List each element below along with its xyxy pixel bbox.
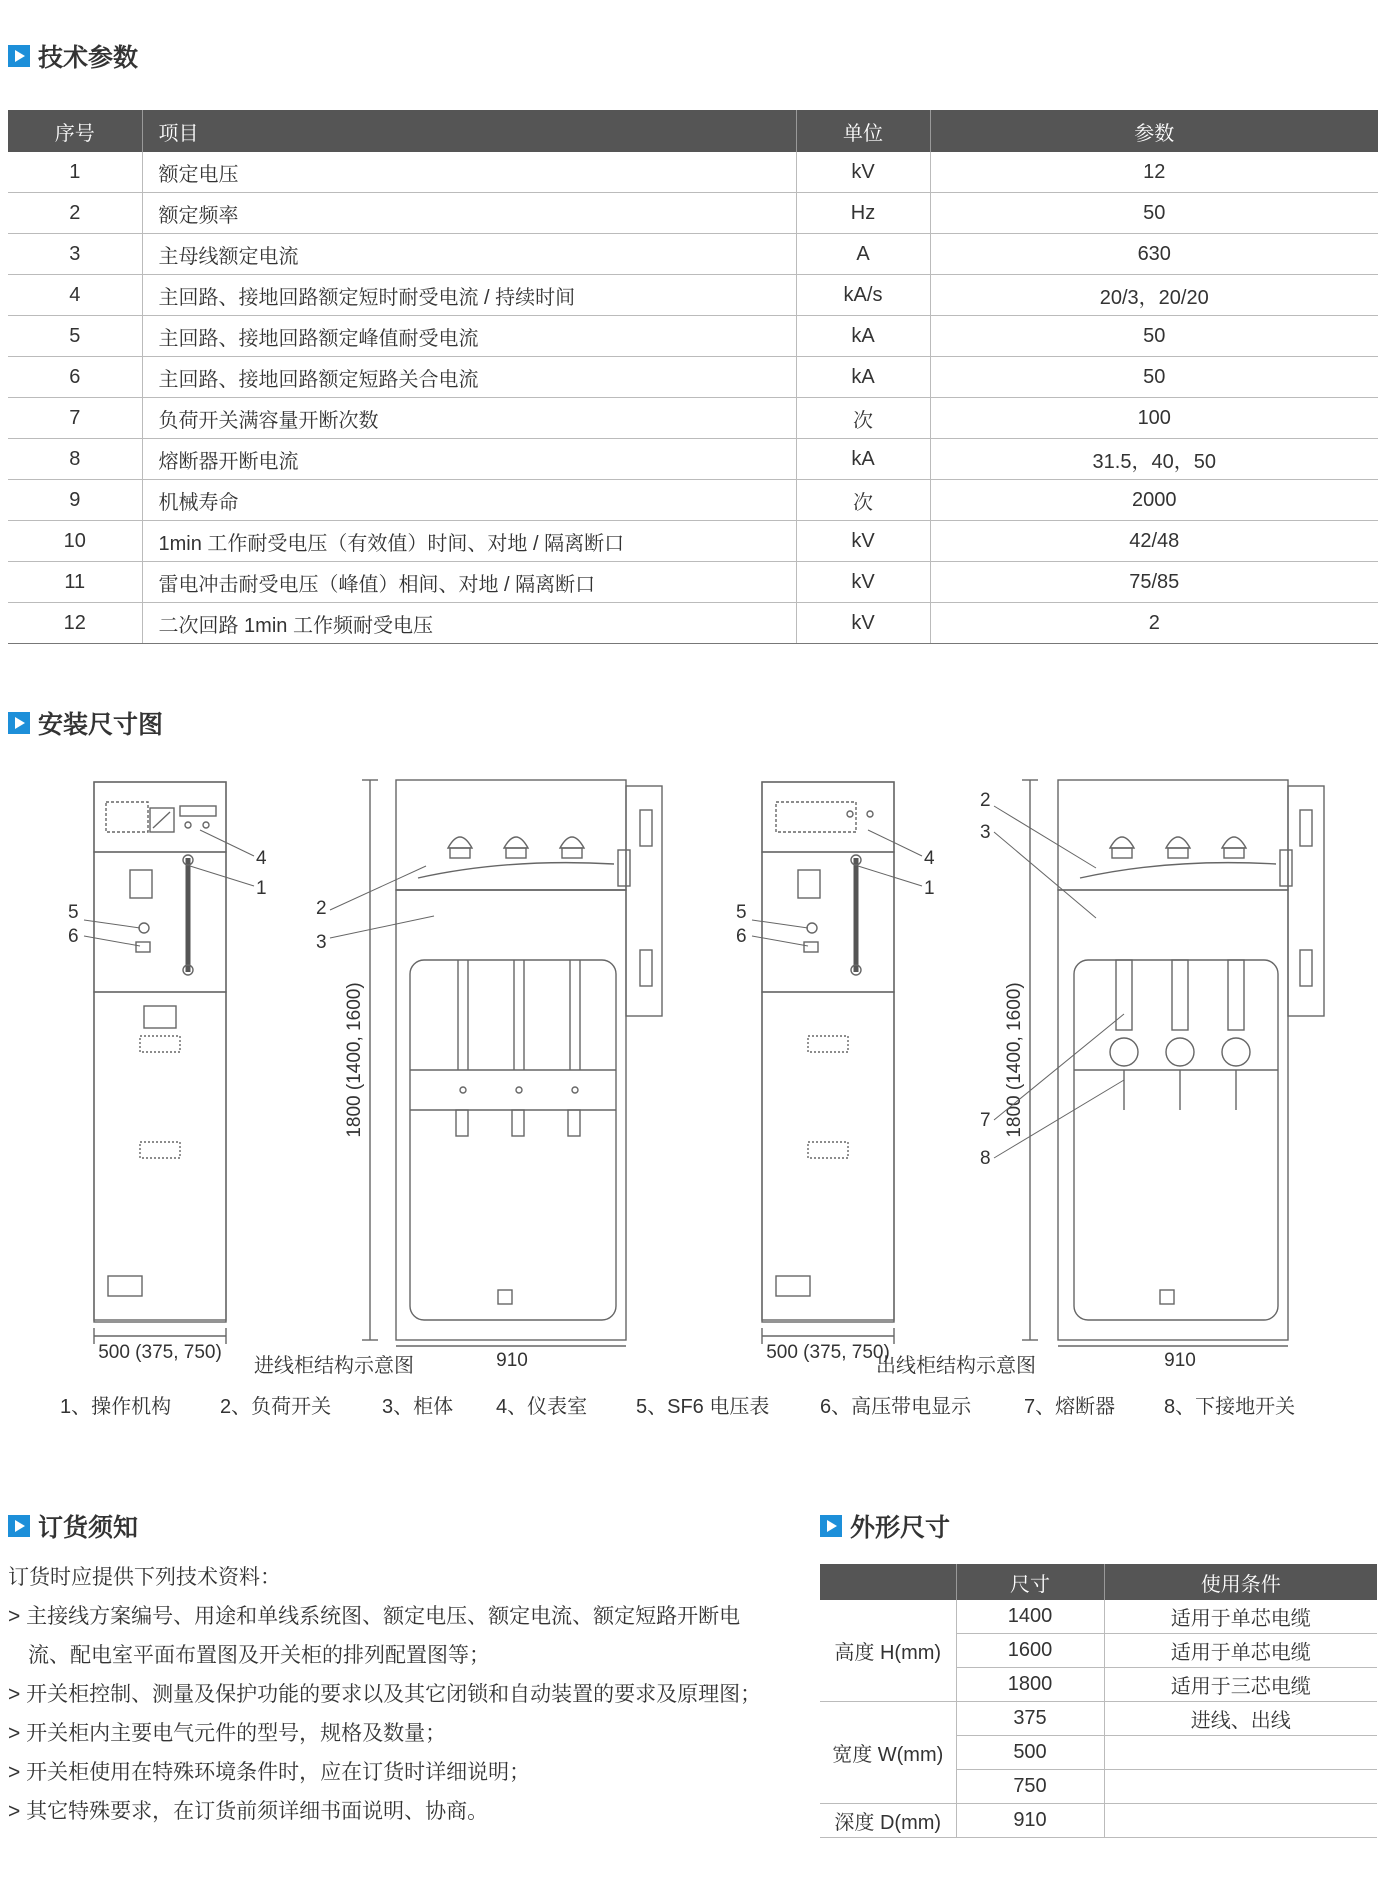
table-row (8, 398, 1378, 439)
col-header: 尺寸 (956, 1564, 1104, 1600)
table-row (820, 1600, 1377, 1634)
cell-size: 375 (956, 1702, 1104, 1736)
order-item-continued: 流、配电室平面布置图及开关柜的排列配置图等； (28, 1644, 490, 1667)
dim-width-small: 500 (375, 750) (98, 1342, 222, 1363)
order-intro: 订货时应提供下列技术资料： (8, 1566, 281, 1589)
cell-unit: kA (796, 316, 930, 357)
cell-value: 12 (930, 152, 1378, 193)
cell-item: 雷电冲击耐受电压（峰值）相间、对地 / 隔离断口 (142, 562, 796, 603)
label-number: 7 (980, 1110, 991, 1131)
section-title: 订货须知 (38, 1514, 139, 1542)
label-number: 2 (316, 898, 327, 919)
table-row (820, 1702, 1377, 1736)
cell-size: 500 (956, 1736, 1104, 1770)
table-row (8, 480, 1378, 521)
cell-condition: 适用于单芯电缆 (1104, 1600, 1377, 1634)
spec-table (8, 110, 1378, 644)
section-heading-dims (820, 1508, 950, 1544)
legend-item: 2、负荷开关 (220, 1396, 332, 1418)
section-heading-install (8, 705, 163, 741)
cell-unit: kV (796, 521, 930, 562)
cell-unit: kA (796, 357, 930, 398)
cell-size: 1400 (956, 1600, 1104, 1634)
outgoing-front-view (762, 782, 894, 1322)
cell-unit: 次 (796, 398, 930, 439)
cell-condition: 适用于三芯电缆 (1104, 1668, 1377, 1702)
dim-width-large-2: 910 (1164, 1350, 1196, 1371)
table-row (8, 521, 1378, 562)
cell-unit: kA (796, 439, 930, 480)
cell-index: 2 (8, 193, 142, 234)
cell-condition (1104, 1770, 1377, 1804)
cell-unit: A (796, 234, 930, 275)
col-header: 使用条件 (1104, 1564, 1377, 1600)
cell-size: 1600 (956, 1634, 1104, 1668)
cell-value: 50 (930, 316, 1378, 357)
col-header: 项目 (142, 110, 796, 152)
cell-index: 3 (8, 234, 142, 275)
outgoing-side-view (1058, 780, 1324, 1340)
cell-condition (1104, 1804, 1377, 1838)
cell-item: 主回路、接地回路额定短路关合电流 (142, 357, 796, 398)
cell-unit: kV (796, 603, 930, 644)
label-number: 6 (68, 926, 79, 947)
incoming-side-view (396, 780, 662, 1340)
legend-item: 3、柜体 (382, 1396, 454, 1418)
col-header (820, 1564, 956, 1600)
order-item: > 开关柜内主要电气元件的型号，规格及数量； (8, 1722, 447, 1745)
table-header-row (820, 1564, 1377, 1600)
cell-value: 2000 (930, 480, 1378, 521)
cell-index: 4 (8, 275, 142, 316)
cell-value: 31.5，40，50 (930, 439, 1378, 480)
label-number: 8 (980, 1148, 991, 1169)
order-item: > 开关柜控制、测量及保护功能的要求以及其它闭锁和自动装置的要求及原理图； (8, 1683, 762, 1706)
table-row (8, 234, 1378, 275)
cell-item: 二次回路 1min 工作频耐受电压 (142, 603, 796, 644)
label-number: 3 (316, 932, 327, 953)
legend-item: 5、SF6 电压表 (636, 1396, 770, 1418)
incoming-front-view (94, 782, 226, 1322)
cell-condition (1104, 1736, 1377, 1770)
label-number: 4 (256, 848, 267, 869)
cell-item: 额定频率 (142, 193, 796, 234)
cell-index: 9 (8, 480, 142, 521)
cell-size: 910 (956, 1804, 1104, 1838)
cell-unit: kV (796, 152, 930, 193)
caption-incoming: 进线柜结构示意图 (254, 1355, 414, 1377)
section-heading-tech (8, 38, 138, 74)
cell-index: 12 (8, 603, 142, 644)
cell-index: 8 (8, 439, 142, 480)
cell-index: 5 (8, 316, 142, 357)
cell-value: 100 (930, 398, 1378, 439)
play-triangle-icon (820, 1515, 842, 1537)
play-triangle-icon (8, 712, 30, 734)
table-row (8, 316, 1378, 357)
cell-item: 主母线额定电流 (142, 234, 796, 275)
cell-value: 50 (930, 193, 1378, 234)
label-number: 1 (924, 878, 935, 899)
cell-index: 7 (8, 398, 142, 439)
cell-unit: Hz (796, 193, 930, 234)
section-title: 技术参数 (38, 44, 139, 72)
label-number: 1 (256, 878, 267, 899)
section-title: 外形尺寸 (850, 1514, 951, 1542)
section-title: 安装尺寸图 (38, 711, 164, 739)
label-number: 5 (68, 902, 79, 923)
cell-unit: kV (796, 562, 930, 603)
cell-condition: 适用于单芯电缆 (1104, 1634, 1377, 1668)
legend-item: 8、下接地开关 (1164, 1396, 1296, 1418)
table-row (8, 603, 1378, 644)
cell-size: 1800 (956, 1668, 1104, 1702)
caption-outgoing: 出线柜结构示意图 (876, 1355, 1036, 1377)
order-item: > 开关柜使用在特殊环境条件时，应在订货时详细说明； (8, 1761, 531, 1784)
dimension-table (820, 1564, 1377, 1838)
label-number: 4 (924, 848, 935, 869)
table-row (820, 1804, 1377, 1838)
legend-item: 7、熔断器 (1024, 1396, 1116, 1418)
table-row (8, 152, 1378, 193)
dim-width-small-2: 500 (375, 750) (766, 1342, 890, 1363)
cell-item: 主回路、接地回路额定短时耐受电流 / 持续时间 (142, 275, 796, 316)
cell-unit: kA/s (796, 275, 930, 316)
table-row (8, 439, 1378, 480)
dim-height-2: 1800 (1400, 1600) (1004, 982, 1025, 1138)
cell-unit: 次 (796, 480, 930, 521)
cell-value: 75/85 (930, 562, 1378, 603)
table-row (8, 562, 1378, 603)
cell-value: 630 (930, 234, 1378, 275)
order-item: > 其它特殊要求，在订货前须详细书面说明、协商。 (8, 1800, 489, 1823)
cell-item: 熔断器开断电流 (142, 439, 796, 480)
table-header-row (8, 110, 1378, 152)
cell-item: 主回路、接地回路额定峰值耐受电流 (142, 316, 796, 357)
dimension-label: 高度 H(mm) (820, 1600, 956, 1702)
cell-value: 42/48 (930, 521, 1378, 562)
col-header: 序号 (8, 110, 142, 152)
table-row (8, 193, 1378, 234)
cell-item: 1min 工作耐受电压（有效值）时间、对地 / 隔离断口 (142, 521, 796, 562)
label-number: 6 (736, 926, 747, 947)
cell-index: 6 (8, 357, 142, 398)
cell-value: 2 (930, 603, 1378, 644)
col-header: 单位 (796, 110, 930, 152)
label-number: 5 (736, 902, 747, 923)
label-number: 2 (980, 790, 991, 811)
cell-index: 11 (8, 562, 142, 603)
cell-item: 机械寿命 (142, 480, 796, 521)
play-triangle-icon (8, 45, 30, 67)
dimension-label: 宽度 W(mm) (820, 1702, 956, 1804)
table-row (8, 275, 1378, 316)
col-header: 参数 (930, 110, 1378, 152)
legend-item: 6、高压带电显示 (820, 1396, 972, 1418)
cell-size: 750 (956, 1770, 1104, 1804)
play-triangle-icon (8, 1515, 30, 1537)
cell-item: 额定电压 (142, 152, 796, 193)
legend-item: 4、仪表室 (496, 1396, 588, 1418)
cell-index: 1 (8, 152, 142, 193)
cell-value: 20/3，20/20 (930, 275, 1378, 316)
cell-item: 负荷开关满容量开断次数 (142, 398, 796, 439)
table-row (8, 357, 1378, 398)
legend-item: 1、操作机构 (60, 1396, 172, 1418)
dim-height-1: 1800 (1400, 1600) (344, 982, 365, 1138)
label-number: 3 (980, 822, 991, 843)
dimension-label: 深度 D(mm) (820, 1804, 956, 1838)
cell-index: 10 (8, 521, 142, 562)
cell-condition: 进线、出线 (1104, 1702, 1377, 1736)
order-item: > 主接线方案编号、用途和单线系统图、额定电压、额定电流、额定短路开断电 (8, 1605, 741, 1628)
section-heading-order (8, 1508, 138, 1544)
cell-value: 50 (930, 357, 1378, 398)
dim-width-large-1: 910 (496, 1350, 528, 1371)
